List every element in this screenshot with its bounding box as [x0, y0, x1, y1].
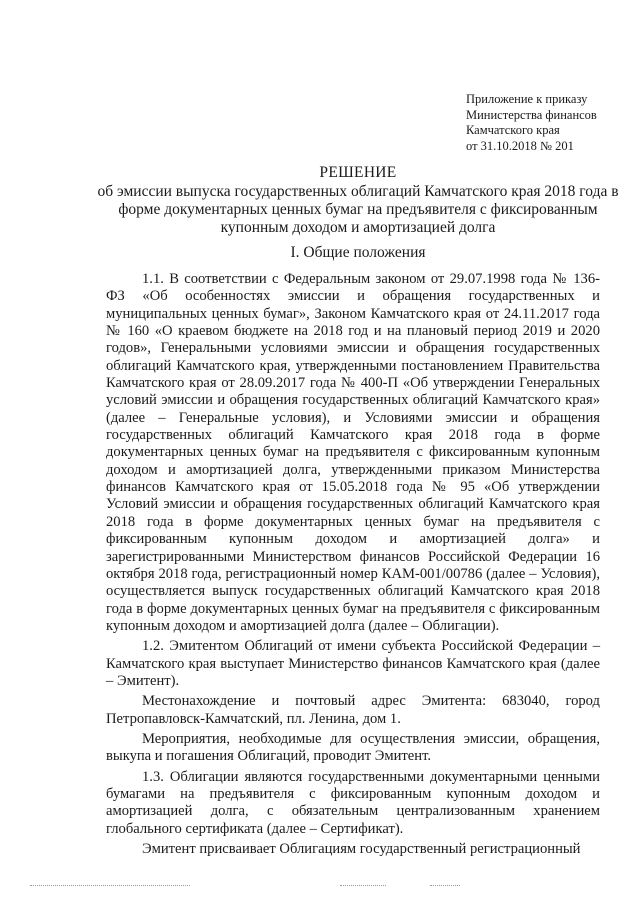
appendix-line: Министерства финансов [466, 107, 597, 122]
scan-artifact-line [430, 885, 460, 886]
paragraph: Местонахождение и почтовый адрес Эмитента: 683040, город Петропавловск-Камчатский, пл. Ленина, дом 1. [106, 693, 600, 727]
appendix-line: от 31.10.2018 № 201 [466, 138, 574, 153]
title-line: об эмиссии выпуска государственных облигаций Камчатского края 2018 года в [97, 183, 619, 200]
paragraph: Эмитент присваивает Облигациям государственный регистрационный [142, 841, 581, 857]
title-line: купонным доходом и амортизацией долга [220, 219, 496, 236]
paragraph: 1.2. Эмитентом Облигаций от имени субъекта Российской Федерации – Камчатского края выступает Министерство финансов Камчатского края (далее – Эмитент). [106, 638, 600, 689]
scan-artifact-line [30, 885, 190, 886]
appendix-line: Камчатского края [466, 123, 560, 137]
paragraph: Мероприятия, необходимые для осуществления эмиссии, обращения, выкупа и погашения Облигаций, проводит Эмитент. [106, 730, 600, 765]
scan-artifact-line [340, 885, 386, 886]
title-line: форме документарных ценных бумаг на предъявителя с фиксированным [118, 201, 598, 218]
section-heading: I. Общие положения [290, 244, 426, 261]
document-body [106, 271, 600, 860]
appendix-line: Приложение к приказу [466, 92, 588, 106]
title-heading: РЕШЕНИЕ [319, 164, 397, 181]
document-title [90, 164, 626, 237]
paragraph: 1.3. Облигации являются государственными документарными ценными бумагами на предъявителя с фиксированным купонным доходом и амортизацией долга, с обязательным централизованным хранением глобального сертификата (далее – Сертификат). [106, 768, 600, 837]
appendix-note [466, 92, 597, 154]
paragraph: 1.1. В соответствии с Федеральным законом от 29.07.1998 года № 136-ФЗ «Об особенностях эмиссии и обращения государственных и муниципальных ценных бумаг», Законом Камчатского края от 24.11.2017 года № 160 «О краевом бюджете на 2018 год и на плановый период 2019 и 2020 годов», Генеральными условиями эмиссии и обращения государственных облигаций Камчатского края, утвержденными постановлением Правительства Камчатского края от 28.09.2017 года № 400-П «Об утверждении Генеральных условий эмиссии и обращения государственных облигаций Камчатского края» (далее – Генеральные условия), и Условиями эмиссии и обращения государственных облигаций Камчатского края 2018 года в форме документарных ценных бумаг на предъявителя с фиксированным купонным доходом и амортизацией долга, утвержденными приказом Министерства финансов Камчатского края от 15.05.2018 года № 95 «Об утверждении Условий эмиссии и обращения государственных облигаций Камчатского края 2018 года в форме документарных ценных бумаг на предъявителя с фиксированным купонным доходом и амортизацией долга» и зарегистрированными Министерством финансов Российской Федерации 16 октября 2018 года, регистрационный номер КАМ-001/00786 (далее – Условия), осуществляется выпуск государственных облигаций Камчатского края 2018 года в форме документарных ценных бумаг на предъявителя с фиксированным купонным доходом и амортизацией долга (далее – Облигации). [106, 271, 600, 634]
